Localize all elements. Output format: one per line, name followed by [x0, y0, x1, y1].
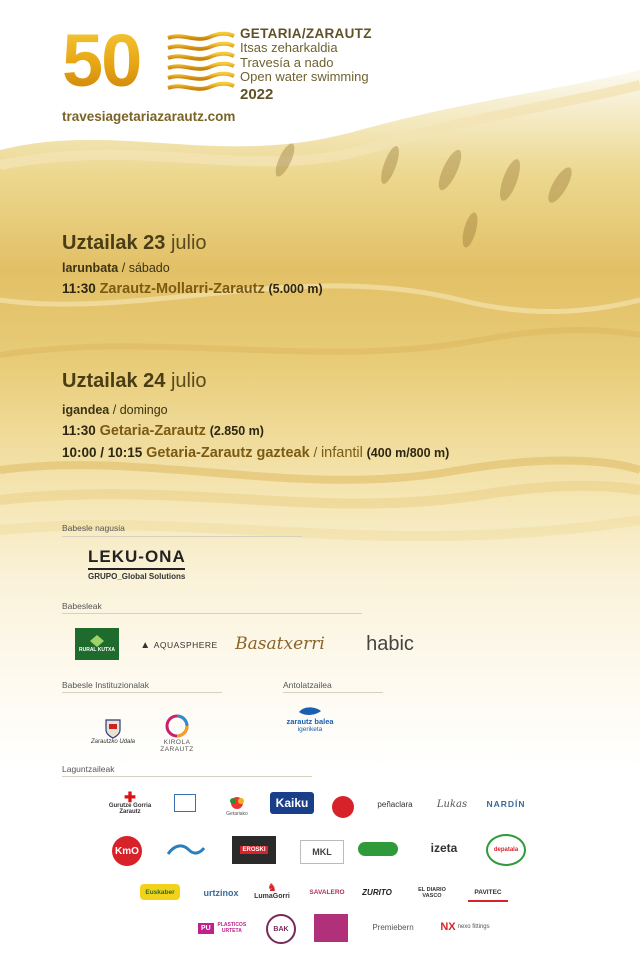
- getariako-logo[interactable]: [220, 790, 254, 822]
- event-title: [240, 26, 372, 104]
- penaclara-name: peñaclara: [377, 799, 413, 809]
- race-distance: (2.850 m): [209, 424, 264, 438]
- lekuona-logo[interactable]: [88, 543, 228, 585]
- urtzinox-name: urtzinox: [203, 888, 239, 898]
- basatxerri-logo[interactable]: [232, 628, 328, 660]
- bak-logo[interactable]: [266, 914, 296, 944]
- green-collab-logo[interactable]: [358, 842, 398, 856]
- wave-icon: [167, 842, 205, 860]
- kaiku-logo[interactable]: [270, 792, 314, 814]
- date-eu: Uztailak 23: [62, 232, 166, 254]
- igeriketa-label: igeriketa: [297, 726, 323, 733]
- bak-name: BAK: [273, 925, 289, 933]
- website-url[interactable]: travesiagetariazarautz.com: [62, 109, 236, 124]
- diario-vasco-name: EL DIARIO VASCO: [418, 887, 446, 899]
- aquasphere-logo[interactable]: [142, 636, 216, 654]
- nardin-logo[interactable]: [484, 796, 528, 812]
- wave-emblem-icon: [166, 30, 236, 96]
- zarautz-balea-name: zarautz balea: [286, 717, 334, 726]
- flower-icon: [227, 795, 247, 811]
- savalero-logo[interactable]: [304, 886, 350, 898]
- pavitec-name: PAVITEC: [474, 888, 502, 896]
- event-year: 2022: [240, 85, 274, 103]
- pavitec-logo[interactable]: [468, 884, 508, 902]
- penaclara-logo[interactable]: [372, 796, 418, 812]
- eroski-logo[interactable]: [232, 836, 276, 864]
- date-eu: Uztailak 24: [62, 370, 166, 392]
- zarautz-udala-logo[interactable]: [88, 714, 138, 750]
- plasticos-urteta-logo[interactable]: [198, 918, 248, 938]
- euskaber-name: Euskaber: [145, 888, 175, 896]
- kirola-zarautz-logo[interactable]: [152, 706, 202, 760]
- event-day-2: [62, 370, 449, 461]
- race-distance: (400 m/800 m): [366, 446, 450, 460]
- title-line-location: GETARIA/ZARAUTZ: [240, 26, 372, 41]
- premiebern-logo[interactable]: [362, 920, 424, 934]
- race-route: Getaria-Zarautz gazteak: [146, 445, 310, 461]
- divider: [62, 692, 222, 693]
- izeta-logo[interactable]: [422, 838, 466, 858]
- lukas-logo[interactable]: [434, 794, 470, 814]
- collab-logo-blue-square[interactable]: [174, 794, 196, 812]
- anniversary-number: 50: [62, 19, 141, 102]
- ring-icon: [164, 713, 190, 739]
- divider: [62, 613, 362, 614]
- zarautz-balea-logo[interactable]: [282, 702, 338, 738]
- diario-vasco-logo[interactable]: [408, 887, 456, 899]
- savalero-name: SAVALERO: [309, 888, 345, 896]
- label-sponsors: Babesleak: [62, 601, 102, 611]
- gurutze-gorria-logo[interactable]: [106, 788, 154, 818]
- race-line: [62, 281, 323, 297]
- race-time: 11:30: [62, 423, 96, 438]
- nx-icon: NX: [440, 921, 456, 933]
- date-es: julio: [170, 370, 207, 392]
- label-main-sponsor: Babesle nagusia: [62, 523, 125, 533]
- zurito-logo[interactable]: [356, 886, 398, 898]
- title-line-eu: Itsas zeharkaldia: [240, 40, 338, 55]
- event-weekday: larunbata / sábado: [62, 261, 170, 275]
- red-cross-icon: ✚: [124, 789, 136, 805]
- depatala-name: depatala: [493, 847, 519, 853]
- weekday-es: domingo: [119, 403, 168, 417]
- kirola-zarautz-name: KIROLA ZARAUTZ: [160, 739, 194, 753]
- eroski-name: EROSKI: [242, 847, 266, 853]
- rural-kutxa-name: RURAL KUTXA: [78, 647, 116, 653]
- event-date: [62, 370, 449, 393]
- event-weekday: igandea / domingo: [62, 403, 168, 417]
- habic-name: habic: [366, 632, 414, 655]
- nexo-fittings-name: nexo fittings: [457, 924, 490, 930]
- lukas-name: Lukas: [436, 798, 468, 810]
- race-time: 10:00 / 10:15: [62, 445, 143, 460]
- aquasphere-name: AQUASPHERE: [153, 640, 218, 650]
- label-collaborators: Laguntzaileak: [62, 764, 115, 774]
- aquasphere-icon: ▲: [140, 639, 151, 651]
- nexo-fittings-logo[interactable]: [440, 918, 490, 936]
- race-route: Zarautz-Mollarri-Zarautz: [99, 281, 265, 297]
- lekuona-subtitle: GRUPO_Global Solutions: [88, 568, 185, 581]
- race-route-es: infantil: [320, 445, 363, 461]
- zarautz-udala-name: Zarautzko Udala: [90, 739, 136, 745]
- kaiku-name: Kaiku: [275, 796, 309, 810]
- shield-icon: [105, 719, 121, 739]
- leaf-icon: [90, 635, 104, 647]
- event-day-1: [62, 232, 323, 297]
- mkl-logo[interactable]: [300, 840, 344, 864]
- depatala-logo[interactable]: [486, 834, 526, 866]
- lekuona-name: LEKU-ONA: [88, 547, 186, 566]
- euskaber-logo[interactable]: [140, 884, 180, 900]
- race-line: 10:00 / 10:15 Getaria-Zarautz gazteak / infantil (400 m/800 m): [62, 445, 450, 461]
- km0-name: KmO: [115, 845, 139, 857]
- label-institutional: Babesle Instituzionalak: [62, 680, 149, 690]
- title-line-es: Travesía a nado: [240, 54, 334, 70]
- race-route: Getaria-Zarautz: [99, 423, 206, 439]
- rural-kutxa-logo[interactable]: [75, 628, 119, 660]
- whale-icon: [298, 707, 322, 717]
- gurutze-gorria-name: Gurutze Gorria Zarautz: [108, 803, 152, 815]
- race-time: 11:30: [62, 281, 96, 296]
- date-es: julio: [170, 232, 207, 254]
- pu-icon: PU: [198, 923, 214, 934]
- event-date: [62, 232, 323, 255]
- plasticos-urteta-name: PLASTICOS URTETA: [217, 922, 247, 934]
- mkl-name: MKL: [312, 847, 332, 857]
- getariako-name: Getariako: [226, 811, 248, 817]
- habic-logo[interactable]: [358, 630, 422, 658]
- race-distance: (5.000 m): [268, 282, 323, 296]
- lumagorri-name: LumaGorri: [254, 892, 290, 900]
- premiebern-name: Premiebern: [372, 922, 414, 932]
- nardin-name: NARDÍN: [486, 799, 526, 809]
- wave-collab-logo[interactable]: [166, 840, 206, 862]
- divider: [283, 692, 383, 693]
- weekday-eu: larunbata: [62, 261, 119, 275]
- lumagorri-logo[interactable]: [252, 878, 292, 904]
- zurito-name: ZURITO: [362, 887, 392, 897]
- basatxerri-name: Basatxerri: [235, 634, 325, 654]
- title-line-en: Open water swimming: [240, 69, 369, 84]
- race-line: [62, 423, 449, 439]
- rooster-icon: ♞: [267, 881, 277, 894]
- cocacola-logo[interactable]: [332, 796, 354, 818]
- label-organizer: Antolatzailea: [283, 680, 332, 690]
- km0-logo[interactable]: [112, 836, 142, 866]
- purple-collab-logo[interactable]: [314, 914, 348, 942]
- weekday-eu: igandea: [62, 403, 110, 417]
- urtzinox-logo[interactable]: [198, 886, 244, 900]
- divider: [62, 776, 312, 777]
- izeta-name: izeta: [430, 841, 458, 855]
- weekday-es: sábado: [128, 261, 170, 275]
- divider: [62, 536, 302, 537]
